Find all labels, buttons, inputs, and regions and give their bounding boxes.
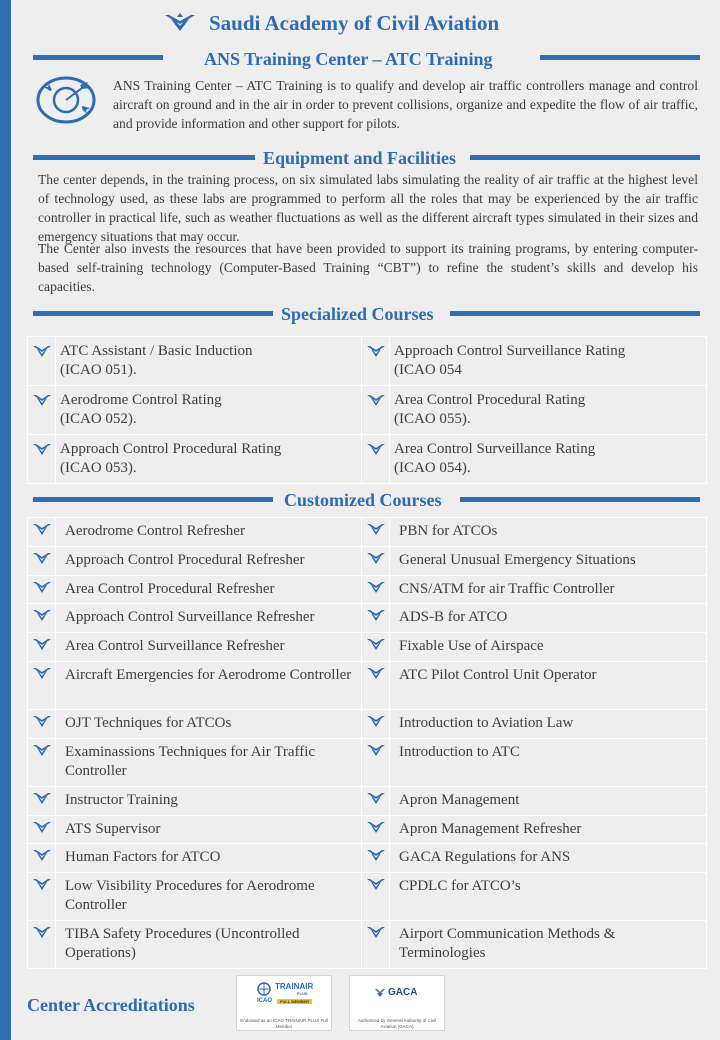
table-row <box>28 661 707 709</box>
table-row <box>28 337 707 386</box>
course-cell: ATC Pilot Control Unit Operator <box>390 661 707 709</box>
customized-heading <box>0 488 720 514</box>
plane-bullet-icon <box>32 638 52 651</box>
page-title: Saudi Academy of Civil Aviation <box>209 11 500 35</box>
plane-bullet-icon <box>32 609 52 622</box>
trainair-logo-sub: PLUS <box>297 991 308 996</box>
bullet-cell <box>28 386 56 435</box>
plane-bullet-icon <box>366 926 386 939</box>
plane-bullet-icon <box>366 523 386 536</box>
course-cell: Aerodrome Control Refresher <box>56 518 362 547</box>
course-cell: Introduction to Aviation Law <box>390 709 707 738</box>
course-cell: ATS Supervisor <box>56 815 362 844</box>
heading-rule-right <box>470 155 700 160</box>
course-cell: Fixable Use of Airspace <box>390 633 707 662</box>
radar-aircraft-icon <box>36 75 102 125</box>
bullet-cell <box>28 786 56 815</box>
plane-bullet-icon <box>32 552 52 565</box>
bullet-cell <box>28 815 56 844</box>
icao-emblem-icon <box>257 982 271 996</box>
bullet-cell <box>362 921 390 969</box>
course-cell: Approach Control Surveillance Refresher <box>56 604 362 633</box>
heading-rule-left <box>33 311 273 316</box>
table-row <box>28 709 707 738</box>
course-cell: Approach Control Surveillance Rating (ICAO 054 <box>390 337 707 386</box>
plane-bullet-icon <box>366 581 386 594</box>
plane-bullet-icon <box>32 715 52 728</box>
plane-bullet-icon <box>32 394 52 407</box>
course-cell: ATC Assistant / Basic Induction (ICAO 051). <box>56 337 362 386</box>
plane-bullet-icon <box>32 926 52 939</box>
bullet-cell <box>28 575 56 604</box>
plane-bullet-icon <box>366 443 386 456</box>
course-cell: Examinassions Techniques for Air Traffic Controller <box>56 738 362 786</box>
course-cell: Area Control Procedural Rating (ICAO 055). <box>390 386 707 435</box>
heading-rule-right <box>460 497 700 502</box>
course-cell: Area Control Surveillance Rating (ICAO 054). <box>390 435 707 484</box>
plane-bullet-icon <box>366 609 386 622</box>
bullet-cell <box>362 844 390 873</box>
plane-bullet-icon <box>32 849 52 862</box>
heading-rule-right <box>540 55 700 60</box>
equipment-heading-label: Equipment and Facilities <box>263 148 457 168</box>
heading-rule-left <box>33 155 255 160</box>
equipment-paragraph-1: The center depends, in the training process, on six simulated labs simulating the reality of air traffic at the highest level of technology used, as these labs are programmed to perform all the roles that may be experienced by the air traffic controller in practical life, such as weather fluctuations as well as the different aircraft types simulated in their sizes and emergency situations that may occur. <box>38 172 698 245</box>
plane-bullet-icon <box>32 345 52 358</box>
course-cell: Approach Control Procedural Refresher <box>56 546 362 575</box>
full-member-tag: FULL MEMBER <box>277 999 312 1004</box>
bullet-cell <box>28 604 56 633</box>
course-cell: ADS-B for ATCO <box>390 604 707 633</box>
plane-bullet-icon <box>32 523 52 536</box>
plane-bullet-icon <box>366 715 386 728</box>
course-cell: CPDLC for ATCO’s <box>390 873 707 921</box>
gaca-caption: Authorized by General Authority of Civil Aviation (GACA) <box>357 1018 437 1029</box>
bullet-cell <box>362 337 390 386</box>
bullet-cell <box>28 873 56 921</box>
bullet-cell <box>28 518 56 547</box>
intro-heading-label: ANS Training Center – ATC Training <box>204 49 493 69</box>
trainair-caption: Endorsed as an ICAO TRAINAIR PLUS Full Member <box>240 1018 328 1029</box>
table-row <box>28 386 707 435</box>
trainair-logo-text: TRAINAIR <box>275 982 314 991</box>
bullet-cell <box>28 709 56 738</box>
bullet-cell <box>362 815 390 844</box>
bullet-cell <box>28 738 56 786</box>
bullet-cell <box>362 575 390 604</box>
course-cell: OJT Techniques for ATCOs <box>56 709 362 738</box>
heading-rule-left <box>33 55 163 60</box>
course-cell: General Unusual Emergency Situations <box>390 546 707 575</box>
bullet-cell <box>362 435 390 484</box>
intro-text: ANS Training Center – ATC Training is to qualify and develop air traffic controllers manage and control aircraft on ground and in the air in order to prevent collisions, organize and expedite the flow of air traffic, and provide information and other support for pilots. <box>113 78 698 132</box>
course-cell: Aerodrome Control Rating (ICAO 052). <box>56 386 362 435</box>
plane-bullet-icon <box>366 744 386 757</box>
course-cell: Instructor Training <box>56 786 362 815</box>
heading-rule-right <box>450 311 700 316</box>
course-cell: Low Visibility Procedures for Aerodrome Controller <box>56 873 362 921</box>
bullet-cell <box>362 604 390 633</box>
course-cell: CNS/ATM for air Traffic Controller <box>390 575 707 604</box>
table-row <box>28 873 707 921</box>
gaca-accreditation-card <box>349 975 445 1031</box>
bullet-cell <box>362 709 390 738</box>
plane-bullet-icon <box>32 878 52 891</box>
plane-bullet-icon <box>32 744 52 757</box>
table-row <box>28 738 707 786</box>
bullet-cell <box>362 518 390 547</box>
plane-bullet-icon <box>366 849 386 862</box>
course-cell: GACA Regulations for ANS <box>390 844 707 873</box>
bullet-cell <box>28 633 56 662</box>
plane-bullet-icon <box>366 667 386 680</box>
trainair-accreditation-card <box>236 975 332 1031</box>
plane-bullet-icon <box>32 821 52 834</box>
plane-bullet-icon <box>366 878 386 891</box>
gaca-emblem-icon <box>374 988 386 998</box>
specialized-heading <box>0 302 720 328</box>
specialized-heading-label: Specialized Courses <box>281 304 434 324</box>
plane-bullet-icon <box>366 821 386 834</box>
plane-bullet-icon <box>366 552 386 565</box>
plane-bullet-icon <box>366 638 386 651</box>
course-cell: Area Control Surveillance Refresher <box>56 633 362 662</box>
plane-bullet-icon <box>366 394 386 407</box>
bullet-cell <box>28 921 56 969</box>
table-row <box>28 546 707 575</box>
bullet-cell <box>362 546 390 575</box>
bullet-cell <box>362 633 390 662</box>
plane-bullet-icon <box>32 443 52 456</box>
table-row <box>28 786 707 815</box>
academy-logo-icon <box>163 11 197 35</box>
bullet-cell <box>362 661 390 709</box>
intro-heading <box>0 47 720 73</box>
plane-bullet-icon <box>366 345 386 358</box>
course-cell: Approach Control Procedural Rating (ICAO 053). <box>56 435 362 484</box>
course-cell: Aircraft Emergencies for Aerodrome Controller <box>56 661 362 709</box>
equipment-heading <box>0 146 720 172</box>
table-row <box>28 518 707 547</box>
bullet-cell <box>362 386 390 435</box>
page-header <box>11 8 720 42</box>
plane-bullet-icon <box>366 792 386 805</box>
bullet-cell <box>362 873 390 921</box>
course-cell: Introduction to ATC <box>390 738 707 786</box>
bullet-cell <box>362 786 390 815</box>
customized-courses-table <box>27 517 707 969</box>
course-cell: Area Control Procedural Refresher <box>56 575 362 604</box>
table-row <box>28 604 707 633</box>
table-row <box>28 435 707 484</box>
gaca-logo-text: GACA <box>388 987 418 998</box>
table-row <box>28 575 707 604</box>
bullet-cell <box>362 738 390 786</box>
heading-rule-left <box>33 497 273 502</box>
bullet-cell <box>28 337 56 386</box>
course-cell: PBN for ATCOs <box>390 518 707 547</box>
bullet-cell <box>28 546 56 575</box>
course-cell: Apron Management <box>390 786 707 815</box>
customized-heading-label: Customized Courses <box>284 490 442 510</box>
table-row <box>28 844 707 873</box>
plane-bullet-icon <box>32 667 52 680</box>
icao-logo-text: ICAO <box>257 998 272 1004</box>
course-cell: Apron Management Refresher <box>390 815 707 844</box>
course-cell: Airport Communication Methods & Terminologies <box>390 921 707 969</box>
bullet-cell <box>28 435 56 484</box>
bullet-cell <box>28 844 56 873</box>
table-row <box>28 921 707 969</box>
plane-bullet-icon <box>32 792 52 805</box>
bullet-cell <box>28 661 56 709</box>
specialized-courses-table <box>27 336 707 484</box>
accreditations-title: Center Accreditations <box>27 995 195 1015</box>
course-cell: Human Factors for ATCO <box>56 844 362 873</box>
table-row <box>28 815 707 844</box>
equipment-paragraph-2: The Center also invests the resources that have been provided to support its training programs, by entering computer-based self-training technology (Computer-Based Training “CBT”) to refine the student’s skills and develop his capacities. <box>38 241 698 295</box>
course-cell: TIBA Safety Procedures (Uncontrolled Operations) <box>56 921 362 969</box>
table-row <box>28 633 707 662</box>
plane-bullet-icon <box>32 581 52 594</box>
